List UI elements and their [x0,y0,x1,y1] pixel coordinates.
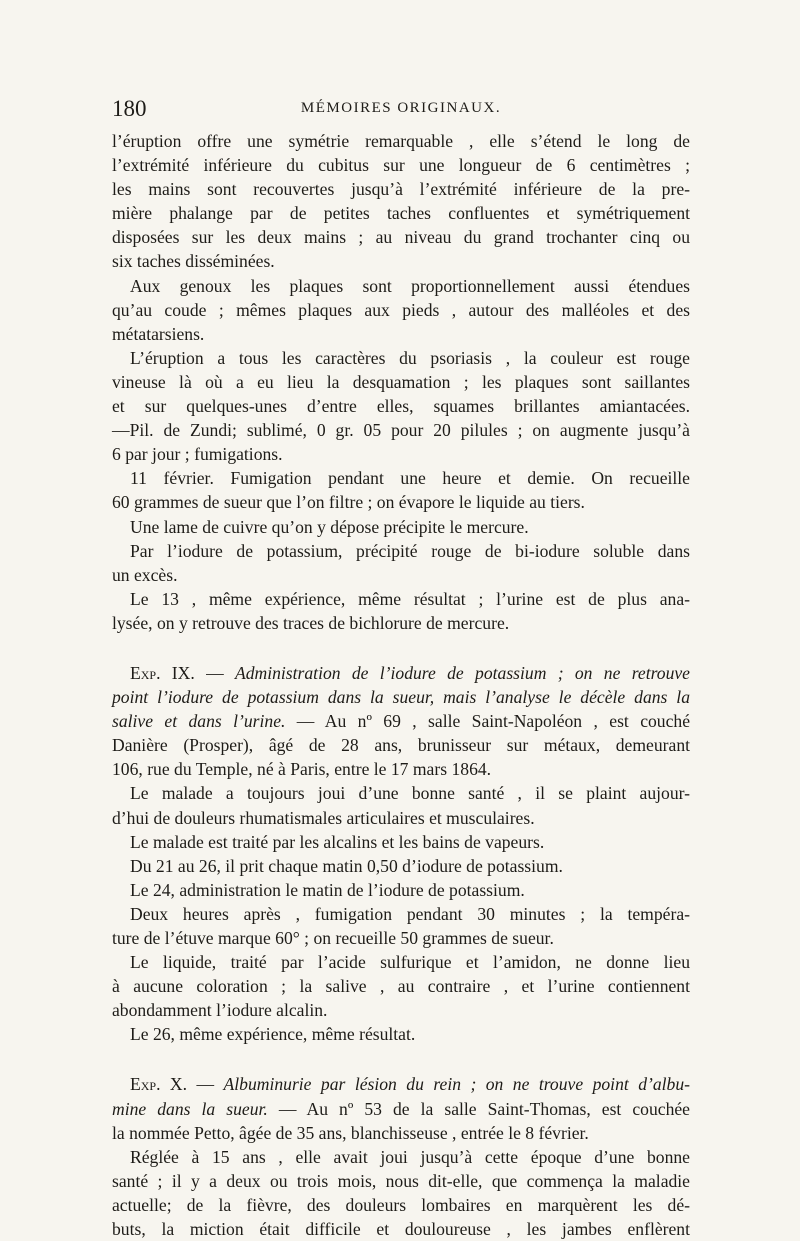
running-head: MÉMOIRES ORIGINAUX. [300,100,502,116]
text-line: un excès. [112,564,178,585]
text-run: — Au nº 53 de la salle Saint-Thomas, est couchée [267,1098,690,1119]
dash: — [194,662,235,683]
text-line [112,709,690,733]
experiment-title: Albuminurie par lésion du rein ; on ne trouve point d’albu- [223,1074,690,1095]
text-line: l’éruption offre une symétrie remarquable , elle s’étend le long de [112,131,690,151]
text-line: Du 21 au 26, il prit chaque matin 0,50 d’iodure de potassium. [130,855,563,876]
experiment-label: Exp. IX. [130,662,195,683]
text-line: Le 24, administration le matin de l’iodure de potassium. [130,879,525,900]
text-line: ture de l’étuve marque 60° ; on recueille 50 grammes de sueur. [112,928,554,948]
text-line: actuelle; de la fièvre, des douleurs lombaires en marquèrent les dé- [112,1194,690,1215]
text-line: mière phalange par de petites taches confluentes et symétriquement [112,203,690,224]
text-line: abondamment l’iodure alcalin. [112,1000,328,1021]
page-header [112,96,690,126]
text-line: 106, rue du Temple, né à Paris, entre le 17 mars 1864. [112,759,492,780]
text-line: lysée, on y retrouve des traces de bichlorure de mercure. [112,612,510,633]
text-line: la nommée Petto, âgée de 35 ans, blanchisseuse , entrée le 8 février. [112,1122,589,1143]
page-number: 180 [112,96,147,121]
text-line: vineuse là où a eu lieu la desquamation ; les plaques sont saillantes [112,371,690,392]
text-line: 11 février. Fumigation pendant une heure et demie. On recueille [130,468,690,489]
text-run: — Au nº 69 , salle Saint-Napoléon , est couché [285,711,691,732]
section-gap [112,1046,690,1072]
text-line: 60 grammes de sueur que l’on filtre ; on évapore le liquide au tiers. [112,492,585,513]
text-line: Danière (Prosper), âgé de 28 ans, brunisseur sur métaux, demeurant [112,735,690,756]
text-line: Par l’iodure de potassium, précipité rouge de bi-iodure soluble dans [130,540,690,561]
text-line: Le liquide, traité par l’acide sulfurique et l’amidon, ne donne lieu [130,952,690,973]
experiment-title: Administration de l’iodure de potassium ; on ne retrouve [234,662,690,683]
text-line: et sur quelques-unes d’entre elles, squames brillantes amiantacées. [112,396,690,417]
experiment-title: mine dans la sueur. [112,1098,268,1119]
body-text [112,129,690,1241]
text-line [112,1097,690,1121]
text-line: Le malade est traité par les alcalins et les bains de vapeurs. [130,831,545,852]
text-line: métatarsiens. [112,323,205,344]
text-line: d’hui de douleurs rhumatismales articulaires et musculaires. [112,807,535,828]
experiment-title-line: point l’iodure de potassium dans la sueur, mais l’analyse le décèle dans la [112,687,690,708]
text-line: Réglée à 15 ans , elle avait joui jusqu’à cette époque d’une bonne [130,1146,690,1167]
text-line: disposées sur les deux mains ; au niveau du grand trochanter cinq ou [112,227,690,248]
text-line: Le 26, même expérience, même résultat. [130,1024,416,1045]
text-line: Le 13 , même expérience, même résultat ; l’urine est de plus ana- [130,588,690,609]
dash: — [187,1074,224,1095]
experiment-heading [112,661,690,685]
text-line: Deux heures après , fumigation pendant 30 minutes ; la tempéra- [130,903,690,924]
text-line: l’extrémité inférieure du cubitus sur une longueur de 6 centimètres ; [112,155,690,176]
text-line: Aux genoux les plaques sont proportionnellement aussi étendues [130,275,690,296]
text-line: six taches disséminées. [112,251,275,272]
text-line: 6 par jour ; fumigations. [112,444,283,465]
text-line: buts, la miction était difficile et douloureuse , les jambes enflèrent [112,1219,690,1240]
experiment-title: salive et dans l’urine. [112,711,286,732]
section-gap [112,635,690,661]
text-line: Une lame de cuivre qu’on y dépose précipite le mercure. [130,516,529,537]
text-line: L’éruption a tous les caractères du psoriasis , la couleur est rouge [130,347,690,368]
text-line: Le malade a toujours joui d’une bonne santé , il se plaint aujour- [130,783,690,804]
text-line: les mains sont recouvertes jusqu’à l’extrémité inférieure de la pre- [112,179,690,200]
text-line: qu’au coude ; mêmes plaques aux pieds , autour des malléoles et des [112,299,690,320]
experiment-label: Exp. X. [130,1074,188,1095]
text-line: à aucune coloration ; la salive , au contraire , et l’urine contiennent [112,976,690,997]
text-line: santé ; il y a deux ou trois mois, nous dit-elle, que commença la maladie [112,1170,690,1191]
text-line: —Pil. de Zundi; sublimé, 0 gr. 05 pour 20 pilules ; on augmente jusqu’à [112,420,690,441]
experiment-heading [112,1072,690,1096]
